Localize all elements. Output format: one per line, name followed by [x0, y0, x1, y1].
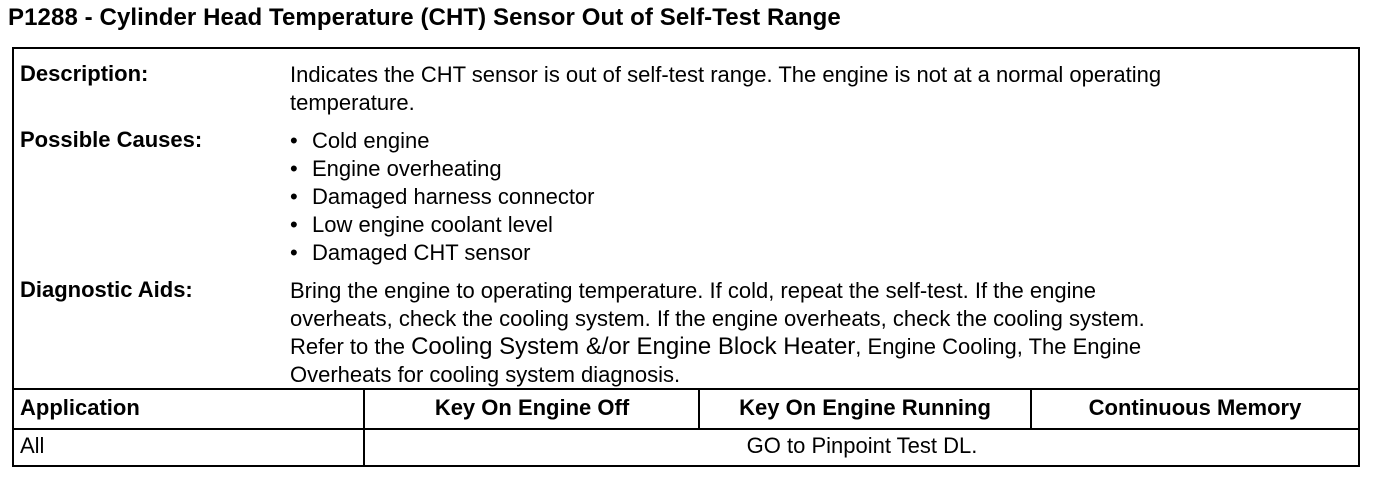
header-key-on-engine-running: Key On Engine Running — [739, 395, 991, 420]
line-3-prefix: Refer to the — [290, 334, 412, 359]
application-table — [14, 388, 1358, 467]
list-item — [290, 211, 1340, 239]
bullet-icon: • — [290, 156, 298, 181]
diagnostic-aids-line-2: overheats, check the cooling system. If the engine overheats, check the cooling system. — [290, 306, 1145, 331]
description-label: Description: — [20, 61, 149, 86]
diagnostic-aids-line-1: Bring the engine to operating temperature. If cold, repeat the self-test. If the engine — [290, 278, 1096, 303]
pinpoint-test-link[interactable]: GO to Pinpoint Test DL. — [746, 433, 978, 458]
possible-causes-label: Possible Causes: — [20, 127, 203, 152]
cause-text: Engine overheating — [312, 156, 502, 181]
header-continuous-memory: Continuous Memory — [1088, 395, 1302, 420]
page-title: P1288 - Cylinder Head Temperature (CHT) Sensor Out of Self-Test Range — [8, 4, 841, 31]
description-line-1: Indicates the CHT sensor is out of self-test range. The engine is not at a normal operating — [290, 62, 1162, 87]
cause-text: Damaged CHT sensor — [312, 240, 531, 265]
cell-application-all: All — [20, 433, 45, 458]
diagnostic-aids-label: Diagnostic Aids: — [20, 277, 193, 302]
line-3-suffix: , Engine Cooling, The Engine — [855, 334, 1142, 359]
list-item — [290, 239, 1340, 267]
header-application: Application — [20, 395, 140, 420]
possible-causes-list — [290, 127, 1340, 267]
list-item — [290, 127, 1340, 155]
column-divider — [698, 390, 700, 428]
cooling-system-reference-link[interactable]: Cooling System &/or Engine Block Heater — [411, 333, 856, 360]
cause-text: Low engine coolant level — [312, 212, 553, 237]
description-text — [290, 61, 1340, 117]
description-line-2: temperature. — [290, 90, 415, 115]
list-item — [290, 155, 1340, 183]
diagnostic-aids-text — [290, 277, 1340, 389]
bullet-icon: • — [290, 212, 298, 237]
bullet-icon: • — [290, 240, 298, 265]
possible-causes-content — [290, 127, 1340, 267]
diagnostic-aids-line-3 — [290, 333, 1340, 361]
dtc-info-box — [12, 47, 1360, 467]
list-item — [290, 183, 1340, 211]
bullet-icon: • — [290, 184, 298, 209]
diagnostic-aids-line-4: Overheats for cooling system diagnosis. — [290, 362, 681, 387]
header-key-on-engine-off: Key On Engine Off — [434, 395, 630, 420]
column-divider — [363, 390, 365, 467]
cause-text: Cold engine — [312, 128, 430, 153]
bullet-icon: • — [290, 128, 298, 153]
cause-text: Damaged harness connector — [312, 184, 595, 209]
column-divider — [1030, 390, 1032, 428]
